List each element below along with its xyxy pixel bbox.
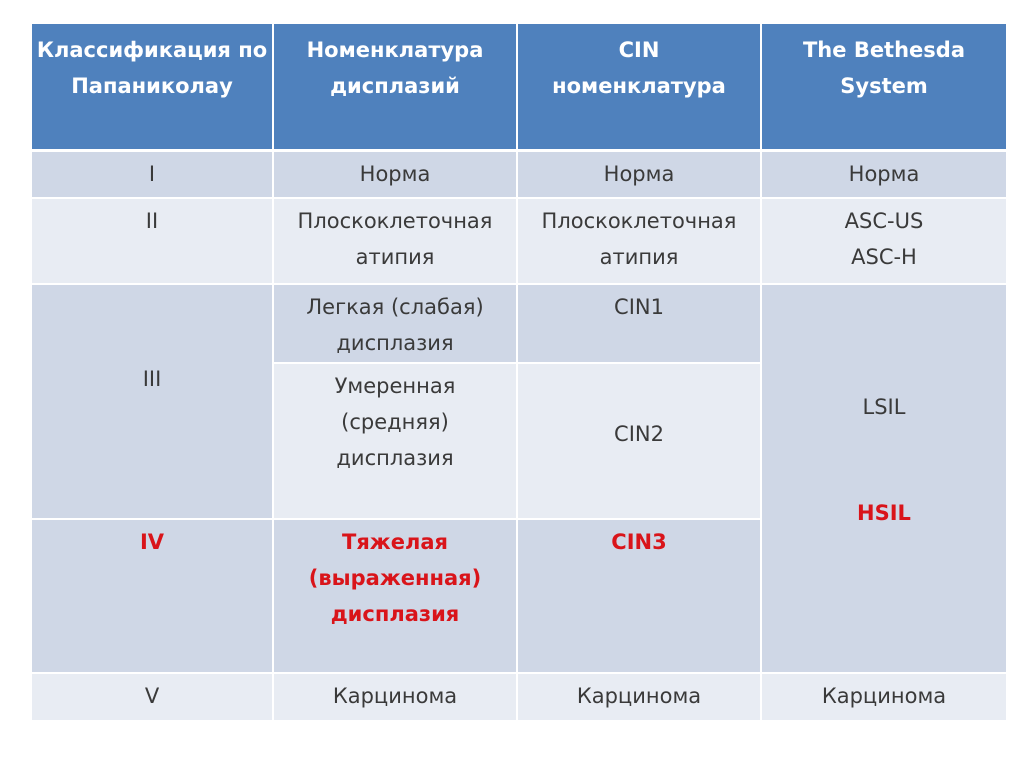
header-dysplasia-nomenclature: [274, 24, 518, 152]
cell-text: III: [142, 366, 162, 391]
header-line: Папаниколау: [71, 74, 233, 98]
cell-dysplasia-moderate: [274, 364, 518, 520]
cell-text: Легкая (слабая): [306, 295, 484, 319]
cell-text: V: [144, 684, 160, 708]
cell-text: ASC-H: [851, 245, 917, 269]
cell-cin-mild: [518, 285, 762, 364]
cell-dysplasia-v: [274, 674, 518, 722]
classification-table: [32, 24, 1006, 727]
header-line: Номенклатура: [306, 38, 484, 62]
cell-dysplasia-severe: [274, 520, 518, 674]
cell-dysplasia-mild: [274, 285, 518, 364]
cell-pap-iv: [32, 520, 274, 674]
header-line: The Bethesda: [802, 38, 965, 62]
header-line: Классификация по: [36, 38, 268, 62]
cell-text: Плоскоклеточная: [297, 209, 493, 233]
cell-text: дисплазия: [336, 446, 454, 470]
cell-text: IV: [139, 530, 165, 554]
cell-pap-v: [32, 674, 274, 722]
cell-cin-i: [518, 152, 762, 199]
cell-bethesda-ii: [762, 199, 1006, 285]
cell-text: Норма: [848, 162, 920, 186]
header-line: номенклатура: [552, 74, 726, 98]
cell-cin-v: [518, 674, 762, 722]
header-line: System: [840, 74, 928, 98]
header-bethesda: [762, 24, 1006, 152]
cell-text: Тяжелая: [342, 530, 448, 554]
cell-text: Карцинома: [821, 684, 947, 708]
cell-text: Умеренная: [334, 374, 456, 398]
cell-pap-iii: [32, 285, 274, 520]
cell-pap-i: [32, 152, 274, 199]
cell-dysplasia-ii: [274, 199, 518, 285]
cell-bethesda-sil: [762, 285, 1006, 674]
header-line: дисплазий: [330, 74, 460, 98]
cell-text: CIN3: [611, 530, 667, 554]
cell-dysplasia-i: [274, 152, 518, 199]
cell-bethesda-i: [762, 152, 1006, 199]
hsil-label: HSIL: [857, 501, 911, 525]
header-cin-nomenclature: [518, 24, 762, 152]
cell-cin-severe: [518, 520, 762, 674]
cell-pap-ii: [32, 199, 274, 285]
lsil-label: LSIL: [862, 395, 906, 419]
cell-text: Плоскоклеточная: [541, 209, 737, 233]
cell-text: Карцинома: [332, 684, 458, 708]
cell-text: Норма: [603, 162, 675, 186]
cell-cin-moderate: [518, 364, 762, 520]
cell-text: дисплазия: [336, 331, 454, 355]
cell-cin-ii: [518, 199, 762, 285]
cell-text: Норма: [359, 162, 431, 186]
cell-text: Карцинома: [576, 684, 702, 708]
cell-text: атипия: [355, 245, 435, 269]
header-line: CIN: [618, 38, 660, 62]
cell-text: дисплазия: [330, 602, 460, 626]
cell-bethesda-v: [762, 674, 1006, 722]
cell-text: (средняя): [341, 410, 449, 434]
header-papanicolaou: [32, 24, 274, 152]
cell-text: II: [145, 209, 159, 233]
cell-text: атипия: [599, 245, 679, 269]
cell-text: ASC-US: [844, 209, 924, 233]
cell-text: (выраженная): [308, 566, 482, 590]
cell-text: I: [148, 162, 156, 186]
cell-text: CIN1: [614, 295, 664, 319]
cell-text: CIN2: [614, 422, 664, 446]
